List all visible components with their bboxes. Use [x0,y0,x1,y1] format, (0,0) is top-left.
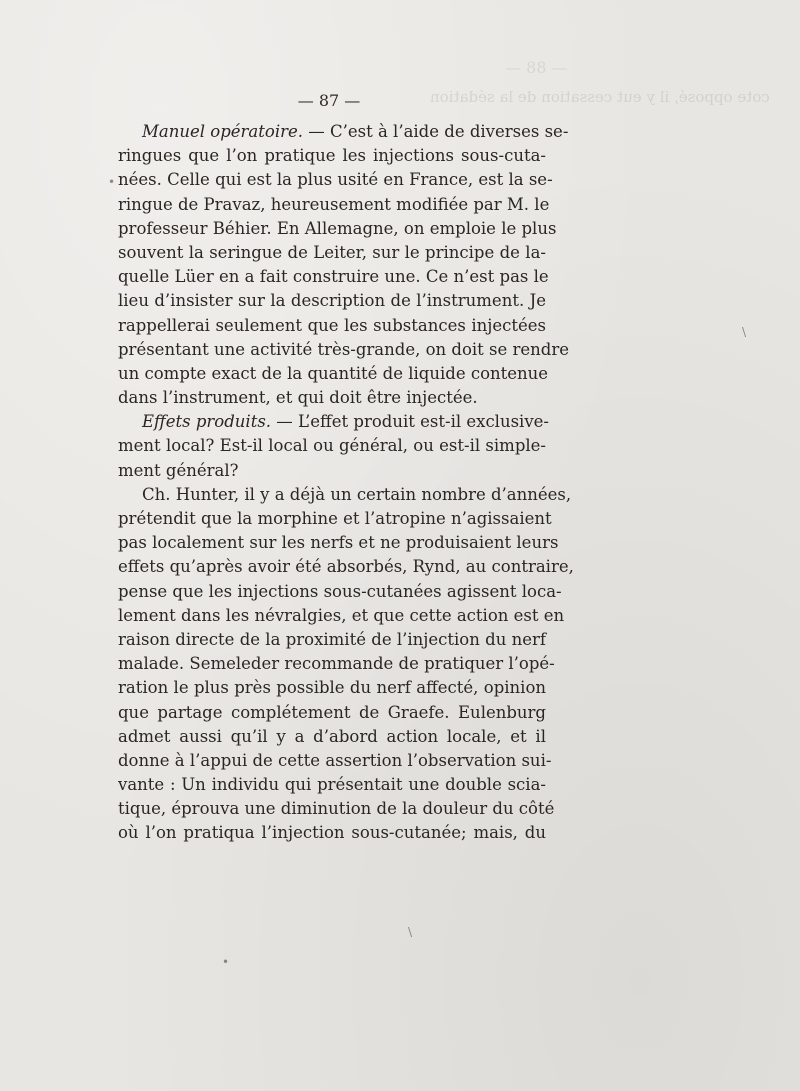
stray-mark: \ [408,925,413,939]
stray-mark: \ [742,325,747,339]
bleed-through-text: cote opposé, il y eut cessation de la sédation [430,88,770,106]
text-line: un compte exact de la quantité de liquide contenue [118,363,549,383]
section-heading: Manuel opératoire. [142,122,303,141]
text-line: pense que les injections sous-cutanées agissent loca- [118,581,562,601]
text-line: prétendit que la morphine et l’atropine n’agissaient [118,509,552,528]
text-line: admet aussi qu’il y a d’abord action locale, et il [118,726,546,746]
text-line: tique, éprouva une diminution de la douleur du côté [118,799,555,819]
text-line: dans l’instrument, et qui doit être injectée. [118,388,478,408]
text-line: où l’on pratiqua l’injection sous-cutanée; mais, du [118,823,546,843]
text-line: présentant une activité très-grande, on doit se rendre [118,339,570,359]
text-line: ration le plus près possible du nerf affecté, opinion [118,678,546,698]
text-line: Manuel opératoire. — C’est à l’aide de diverses se- [142,122,569,141]
stray-mark: • [108,175,116,189]
text-line: professeur Béhier. En Allemagne, on emploie le plus [118,218,557,238]
section-heading: Effets produits. [142,412,272,432]
text-line: Ch. Hunter, il y a déjà un certain nombre d’années, [142,484,572,504]
text-line: Effets produits. — L’effet produit est-il exclusive- [142,412,549,432]
text-line: quelle Lüer en a fait construire une. Ce n’est pas le [118,267,549,287]
text-line: vante : Un individu qui présentait une double scia- [118,775,546,795]
text-line: effets qu’après avoir été absorbés, Rynd, au contraire, [118,557,574,577]
text-line: lement dans les névralgies, et que cette action est en [118,605,565,625]
text-line: ment général? [118,460,239,480]
text-line: malade. Semeleder recommande de pratiquer l’opé- [118,654,555,674]
text-line: souvent la seringue de Leiter, sur le principe de la- [118,242,546,262]
text-line: ment local? Est-il local ou général, ou est-il simple- [118,436,546,456]
text-line: rappellerai seulement que les substances injectées [118,315,546,335]
body-text [118,120,574,846]
page-number: — 87 — [297,91,361,110]
text-line: lieu d’insister sur la description de l’instrument. Je [118,291,546,311]
text-line: pas localement sur les nerfs et ne produisaient leurs [118,533,559,553]
text-line: ringues que l’on pratique les injections sous-cuta- [118,146,546,166]
text-line: donne à l’appui de cette assertion l’observation sui- [118,750,552,770]
text-line: nées. Celle qui est la plus usité en France, est la se- [118,170,553,190]
stray-mark: • [222,955,230,969]
text-line: que partage complétement de Graefe. Eulenburg [118,702,546,722]
text-line: ringue de Pravaz, heureusement modifiée par M. le [118,194,550,214]
bleed-through-page-number: — 88 — [505,58,568,77]
text-line: raison directe de la proximité de l’injection du nerf [118,629,546,649]
